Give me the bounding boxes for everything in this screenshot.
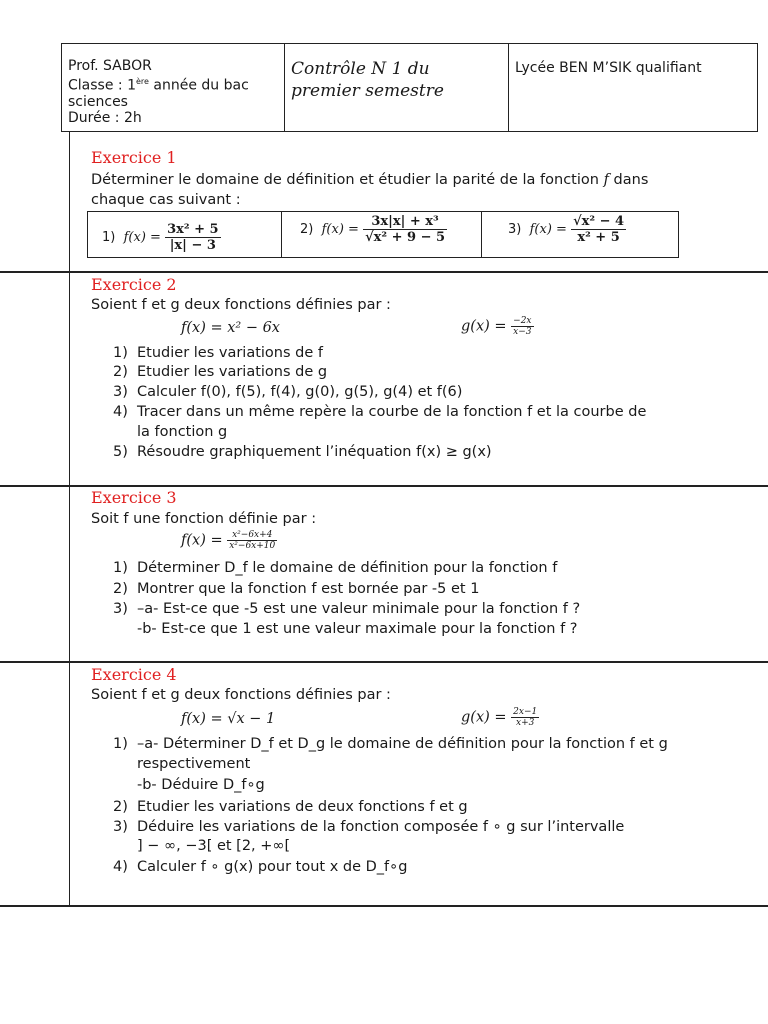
header-table bbox=[61, 43, 758, 132]
list-item: –a- Déterminer D_f et D_g le domaine de définition pour la fonction f et g bbox=[137, 736, 668, 752]
list-item: Résoudre graphiquement l’inéquation f(x) ≥ g(x) bbox=[137, 444, 492, 460]
list-item: la fonction g bbox=[137, 424, 228, 440]
case-1: 1) f(x) = $\frac{\text{3x² + 5}}{|x| - 3}$ bbox=[102, 222, 219, 253]
exercise-2-f-def: f(x) = x² − 6x bbox=[181, 320, 280, 336]
functions-table bbox=[87, 211, 679, 258]
header-title-cell bbox=[285, 44, 509, 131]
separator-1 bbox=[0, 271, 768, 273]
exam-title-2: premier semestre bbox=[291, 81, 444, 101]
exercise-1-intro: Déterminer le domaine de définition et étudier la parité de la fonction f dans bbox=[91, 172, 649, 188]
class-line: Classe : 1ère année du bac bbox=[68, 77, 249, 94]
school-name: Lycée BEN M’SIK qualifiant bbox=[515, 60, 702, 76]
duration: Durée : 2h bbox=[68, 109, 142, 126]
list-item: Montrer que la fonction f est bornée par -5 et 1 bbox=[137, 581, 480, 597]
exercise-1-intro-2: chaque cas suivant : bbox=[91, 192, 241, 208]
list-item: -b- Est-ce que 1 est une valeur maximale pour la fonction f ? bbox=[137, 621, 578, 637]
separator-3 bbox=[0, 661, 768, 663]
exercise-4-g-def: g(x) = $\frac{2x-1}{x+3}$ bbox=[461, 707, 538, 728]
list-item: Calculer f ∘ g(x) pour tout x de D_f∘g bbox=[137, 859, 408, 875]
exercise-3-title: Exercice 3 bbox=[91, 488, 177, 507]
exercise-1-title: Exercice 1 bbox=[91, 148, 177, 167]
header-teacher-cell bbox=[62, 44, 285, 131]
list-item: –a- Est-ce que -5 est une valeur minimale pour la fonction f ? bbox=[137, 601, 581, 617]
exercise-4-title: Exercice 4 bbox=[91, 665, 177, 684]
list-item: -b- Déduire D_f∘g bbox=[137, 777, 265, 793]
exercise-4-intro: Soient f et g deux fonctions définies par : bbox=[91, 687, 391, 703]
separator-2 bbox=[0, 485, 768, 487]
list-item: Etudier les variations de g bbox=[137, 364, 328, 380]
class-line-2: sciences bbox=[68, 93, 128, 110]
list-item: ] − ∞, −3[ et [2, +∞[ bbox=[137, 838, 291, 854]
list-item: Etudier les variations de f bbox=[137, 345, 323, 361]
list-item: Calculer f(0), f(5), f(4), g(0), g(5), g(4) et f(6) bbox=[137, 384, 463, 400]
margin-line bbox=[69, 132, 70, 906]
exam-title-1: Contrôle N 1 du bbox=[291, 59, 430, 79]
case-2: 2) f(x) = $\frac{\text{3x|x| + x³}}{\text{√x² + 9 − 5}}$ bbox=[300, 214, 446, 245]
list-item: Tracer dans un même repère la courbe de la fonction f et la courbe de bbox=[137, 404, 647, 420]
exercise-2-g-def: g(x) = $\frac{-2x}{x-3}$ bbox=[461, 316, 532, 337]
case-3: 3) f(x) = $\frac{\text{√x² − 4}}{\text{x² + 5}}$ bbox=[508, 214, 625, 245]
exercise-3-f-def: f(x) = $\frac{\text{x²−6x+4}}{\text{x²−6x+10}}$ bbox=[181, 530, 276, 551]
exercise-2-intro: Soient f et g deux fonctions définies par : bbox=[91, 297, 391, 313]
teacher-name: Prof. SABOR bbox=[68, 58, 152, 74]
list-item: Etudier les variations de deux fonctions f et g bbox=[137, 799, 468, 815]
list-item: Déduire les variations de la fonction composée f ∘ g sur l’intervalle bbox=[137, 819, 625, 835]
separator-4 bbox=[0, 905, 768, 907]
exercise-3-intro: Soit f une fonction définie par : bbox=[91, 511, 317, 527]
list-item: Déterminer D_f le domaine de définition pour la fonction f bbox=[137, 560, 558, 576]
exercise-2-title: Exercice 2 bbox=[91, 275, 177, 294]
list-item: respectivement bbox=[137, 756, 251, 772]
exercise-4-f-def: f(x) = √x − 1 bbox=[181, 711, 276, 727]
